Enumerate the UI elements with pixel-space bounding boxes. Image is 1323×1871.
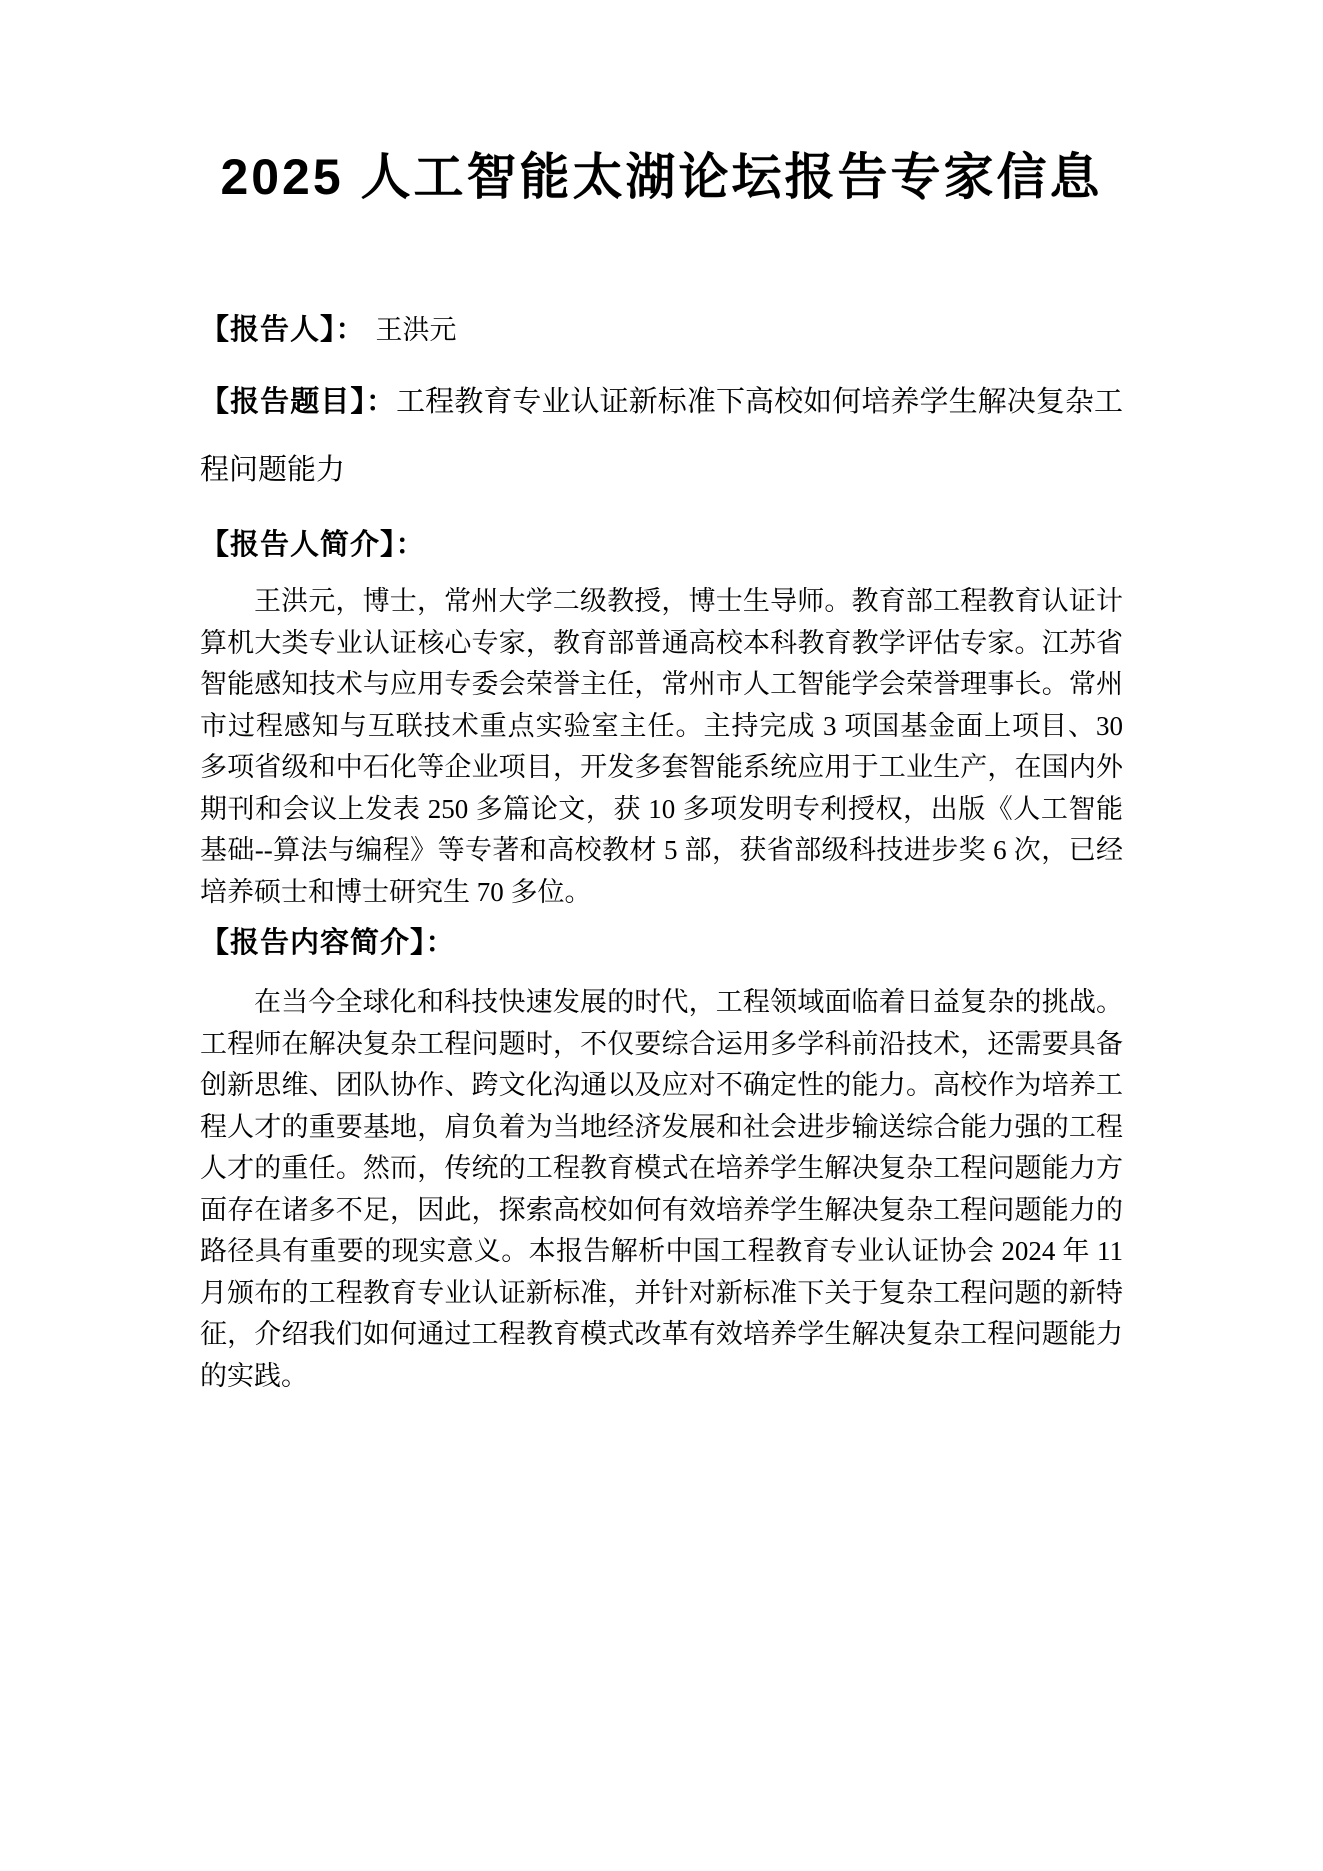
presenter-colon: ： <box>335 314 366 346</box>
abstract-heading: 【报告内容简介】： <box>200 927 456 959</box>
bio-paragraph: 王洪元，博士，常州大学二级教授，博士生导师。教育部工程教育认证计算机大类专业认证核心专家，教育部普通高校本科教育教学评估专家。江苏省智能感知技术与应用专委会荣誉主任，常州市人工智能学会荣誉理事长。常州市过程感知与互联技术重点实验室主任。主持完成 3 项国基金面上项目、30 多项省级和中石化等企业项目，开发多套智能系统应用于工业生产，在国内外期刊和会议上发表 250 多篇论文，获 10 多项发明专利授权，出版《人工智能基础--算法与编程》等专著和高校教材 5 部，获省部级科技进步奖 6 次，已经培养硕士和博士研究生 70 多位。 <box>200 586 1123 907</box>
document-content <box>0 150 1323 1397</box>
presenter-line <box>200 310 1123 350</box>
report-title-paragraph <box>200 368 1123 504</box>
report-title-text: 工程教育专业认证新标准下高校如何培养学生解决复杂工程问题能力 <box>200 386 1123 486</box>
document-title: 2025 人工智能太湖论坛报告专家信息 <box>220 149 1103 205</box>
bio-heading: 【报告人简介】： <box>200 529 426 561</box>
presenter-label: 【报告人】 <box>200 314 336 346</box>
abstract-paragraph: 在当今全球化和科技快速发展的时代，工程领域面临着日益复杂的挑战。工程师在解决复杂工程问题时，不仅要综合运用多学科前沿技术，还需要具备创新思维、团队协作、跨文化沟通以及应对不确定性的能力。高校作为培养工程人才的重要基地，肩负着为当地经济发展和社会进步输送综合能力强的工程人才的重任。然而，传统的工程教育模式在培养学生解决复杂工程问题能力方面存在诸多不足，因此，探索高校如何有效培养学生解决复杂工程问题能力的路径具有重要的现实意义。本报告解析中国工程教育专业认证协会 2024 年 11 月颁布的工程教育专业认证新标准，并针对新标准下关于复杂工程问题的新特征，介绍我们如何通过工程教育模式改革有效培养学生解决复杂工程问题能力的实践。 <box>200 987 1123 1391</box>
presenter-name: 王洪元 <box>375 315 457 345</box>
report-title-colon: ： <box>365 386 397 418</box>
report-title-label: 【报告题目】 <box>200 386 366 418</box>
